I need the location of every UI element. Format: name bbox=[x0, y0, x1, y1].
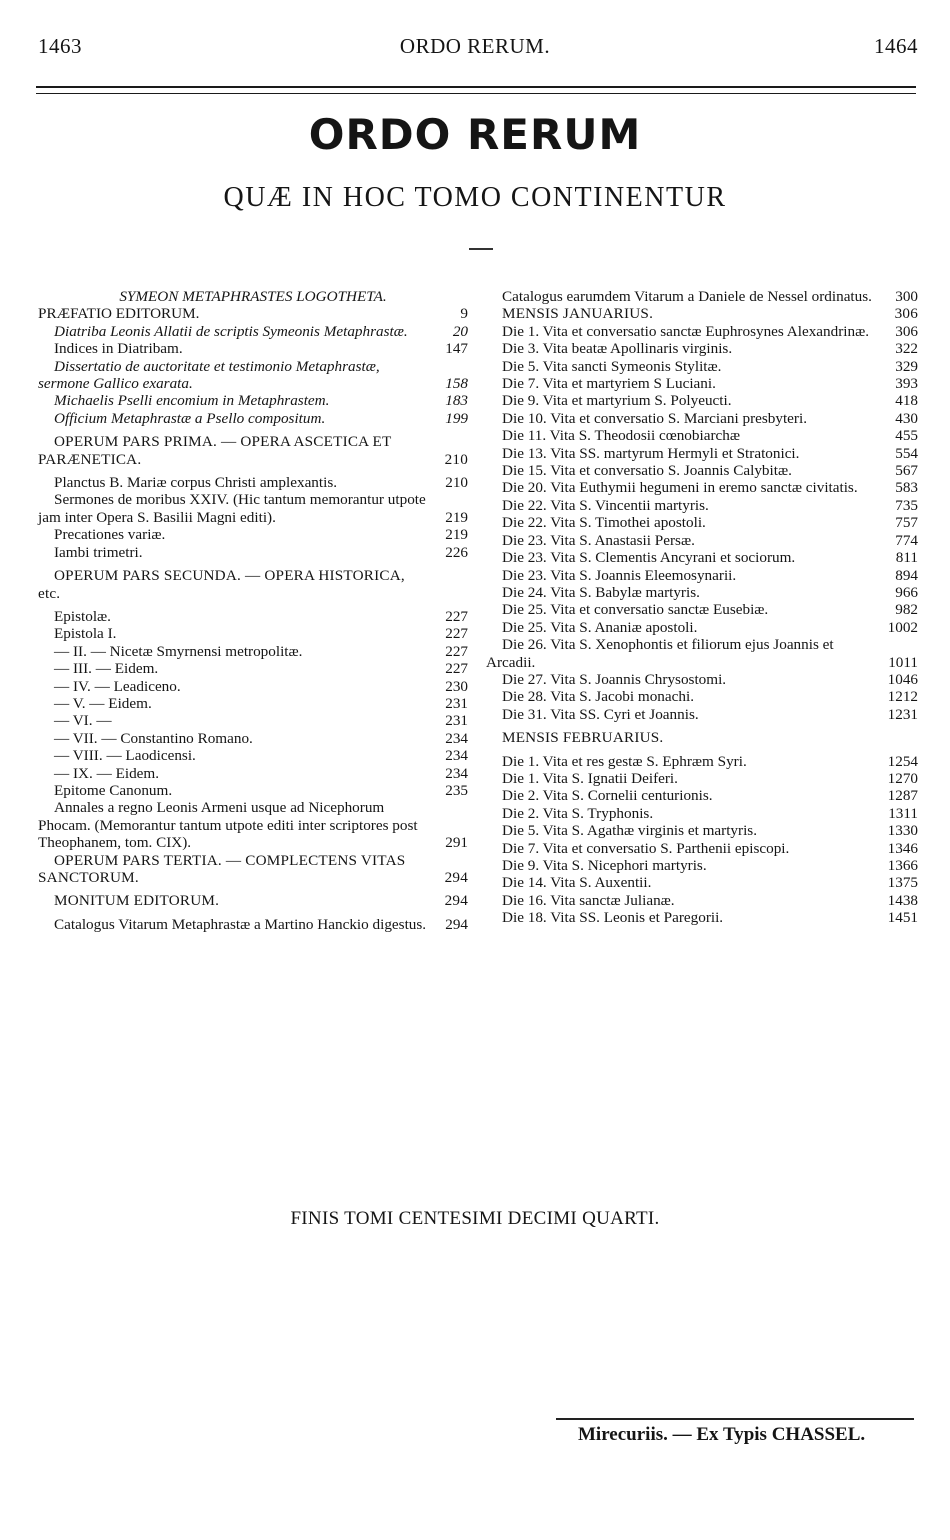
list-item: Die 1. Vita S. Ignatii Deiferi. 1270 bbox=[502, 769, 918, 787]
section-heading: OPERUM PARS SECUNDA. — OPERA HISTORICA, etc. bbox=[38, 567, 405, 602]
page-ref: 199 bbox=[445, 409, 468, 427]
page-ref: 583 bbox=[895, 479, 918, 497]
list-item: — III. — Eidem. 227 bbox=[54, 660, 468, 678]
page-ref: 1046 bbox=[887, 670, 918, 688]
list-item: Die 7. Vita et martyriem S Luciani. 393 bbox=[502, 375, 918, 393]
page-ref: 300 bbox=[895, 288, 918, 305]
list-item: Epistolæ. 227 bbox=[54, 607, 468, 625]
list-item: Indices in Diatribam. 147 bbox=[54, 340, 468, 358]
page-ref: 227 bbox=[445, 625, 468, 643]
page-ref: 1366 bbox=[887, 857, 918, 874]
author-heading: SYMEON METAPHRASTES LOGOTHETA. bbox=[119, 288, 387, 305]
section-heading: OPERUM PARS PRIMA. — OPERA ASCETICA ET PARÆNETICA. 210 bbox=[38, 433, 468, 468]
page-ref: 1270 bbox=[887, 769, 918, 787]
page-ref: 811 bbox=[895, 549, 918, 567]
page-ref: 227 bbox=[445, 607, 468, 625]
page-ref: 894 bbox=[895, 566, 918, 584]
page-ref: 554 bbox=[895, 444, 918, 462]
page-ref: 234 bbox=[445, 729, 468, 747]
page-ref: 1011 bbox=[888, 653, 918, 671]
list-item: Dissertatio de auctoritate et testimonio Metaphrastæ, sermone Gallico exarata. 158 bbox=[38, 357, 468, 393]
list-item: — VI. — 231 bbox=[54, 712, 468, 730]
list-item: — VIII. — Laodicensi. 234 bbox=[54, 747, 468, 765]
page-ref: 735 bbox=[895, 496, 918, 514]
page-ref: 219 bbox=[445, 508, 468, 526]
list-item: Die 10. Vita et conversatio S. Marciani presbyteri. 430 bbox=[502, 409, 918, 427]
page-ref: 322 bbox=[895, 340, 918, 358]
list-item: Die 11. Vita S. Theodosii cœnobiarchæ 455 bbox=[502, 427, 918, 445]
list-item: Die 16. Vita sanctæ Julianæ. 1438 bbox=[502, 891, 918, 909]
page-ref: 1212 bbox=[887, 688, 918, 706]
list-item: Sermones de moribus XXIV. (Hic tantum memorantur utpote jam inter Opera S. Basilii Magni editi). 219 bbox=[38, 491, 468, 526]
list-item: Die 5. Vita S. Agathæ virginis et martyris. 1330 bbox=[502, 822, 918, 840]
list-item: Die 23. Vita S. Anastasii Persæ. 774 bbox=[502, 531, 918, 549]
page-ref: 20 bbox=[452, 322, 468, 340]
page-ref: 210 bbox=[444, 450, 468, 468]
list-item: — IV. — Leadiceno. 230 bbox=[54, 677, 468, 695]
page-ref: 1287 bbox=[887, 787, 918, 805]
list-item: Die 25. Vita et conversatio sanctæ Eusebiæ. 982 bbox=[502, 601, 918, 619]
list-item: Die 22. Vita S. Vincentii martyris. 735 bbox=[502, 496, 918, 514]
page-ref: 567 bbox=[895, 462, 918, 480]
list-item: — V. — Eidem. 231 bbox=[54, 694, 468, 712]
header-rule bbox=[36, 86, 916, 88]
running-header bbox=[0, 34, 950, 58]
section-heading: MONITUM EDITORUM. 294 bbox=[54, 892, 468, 910]
page-ref: 455 bbox=[895, 427, 918, 445]
page-ref: 1346 bbox=[887, 839, 918, 857]
printer-imprint: Mirecuriis. — Ex Typis CHASSEL. bbox=[578, 1424, 866, 1445]
page-ref: 306 bbox=[894, 305, 918, 323]
page-ref: 757 bbox=[895, 514, 918, 532]
list-item: Die 14. Vita S. Auxentii. 1375 bbox=[502, 874, 918, 892]
contents-left-column bbox=[38, 288, 468, 933]
page-ref: 393 bbox=[895, 375, 918, 393]
title-divider bbox=[469, 248, 493, 250]
list-item: — II. — Nicetæ Smyrnensi metropolitæ. 227 bbox=[54, 642, 468, 660]
list-item: Die 23. Vita S. Clementis Ancyrani et sociorum. 811 bbox=[502, 549, 918, 567]
page-ref: 1330 bbox=[887, 822, 918, 840]
page-ref: 230 bbox=[445, 677, 468, 695]
page-ref: 147 bbox=[445, 340, 468, 358]
page-ref: 329 bbox=[895, 357, 918, 375]
list-item: Die 15. Vita et conversatio S. Joannis Calybitæ. 567 bbox=[502, 462, 918, 480]
page-ref: 982 bbox=[895, 601, 918, 619]
list-item: Die 9. Vita S. Nicephori martyris. 1366 bbox=[502, 857, 918, 874]
list-item: Annales a regno Leonis Armeni usque ad Nicephorum Phocam. (Memorantur tantum utpote editi inter scriptores post Theophanem, tom. CIX). 291 bbox=[38, 799, 468, 852]
list-item: Die 3. Vita beatæ Apollinaris virginis. 322 bbox=[502, 340, 918, 358]
list-item: Die 28. Vita S. Jacobi monachi. 1212 bbox=[502, 688, 918, 706]
list-item: Diatriba Leonis Allatii de scriptis Symeonis Metaphrastæ. 20 bbox=[54, 322, 468, 340]
page-number-left: 1463 bbox=[38, 34, 82, 58]
list-item: Die 26. Vita S. Xenophontis et filiorum ejus Joannis et Arcadii. 1011 bbox=[486, 636, 918, 671]
page-ref: 306 bbox=[895, 322, 918, 340]
page-ref: 294 bbox=[444, 892, 468, 910]
list-item: Officium Metaphrastæ a Psello compositum. 199 bbox=[54, 409, 468, 427]
page-ref: 294 bbox=[444, 869, 468, 886]
page-subtitle: QUÆ IN HOC TOMO CONTINENTUR bbox=[223, 182, 727, 213]
page-ref: 1438 bbox=[887, 891, 918, 909]
page-ref: 227 bbox=[445, 642, 468, 660]
page-ref: 183 bbox=[445, 392, 468, 410]
list-item: Die 13. Vita SS. martyrum Hermyli et Stratonici. 554 bbox=[502, 444, 918, 462]
list-item: Epitome Canonum. 235 bbox=[54, 781, 468, 799]
month-heading: MENSIS FEBRUARIUS. bbox=[502, 729, 664, 747]
page-number-right: 1464 bbox=[874, 34, 918, 58]
page-ref: 1231 bbox=[887, 705, 918, 723]
list-item: Epistola I. 227 bbox=[54, 625, 468, 643]
list-item: Precationes variæ. 219 bbox=[54, 526, 468, 544]
list-item: Die 22. Vita S. Timothei apostoli. 757 bbox=[502, 514, 918, 532]
list-item: PRÆFATIO EDITORUM. 9 bbox=[38, 305, 468, 323]
page-ref: 430 bbox=[895, 409, 918, 427]
list-item: Die 27. Vita S. Joannis Chrysostomi. 1046 bbox=[502, 670, 918, 688]
page-ref: 774 bbox=[895, 531, 918, 549]
list-item: Die 24. Vita S. Babylæ martyris. 966 bbox=[502, 583, 918, 601]
list-item: Die 1. Vita et res gestæ S. Ephræm Syri. 1254 bbox=[502, 752, 918, 770]
page-ref: 234 bbox=[445, 747, 468, 765]
page-ref: 234 bbox=[445, 764, 468, 782]
page-ref: 158 bbox=[445, 375, 468, 393]
page-ref: 291 bbox=[445, 834, 468, 852]
page-ref: 231 bbox=[445, 712, 468, 730]
list-item: Die 2. Vita S. Cornelii centurionis. 1287 bbox=[502, 787, 918, 805]
page-title: ORDO RERUM bbox=[308, 110, 642, 159]
list-item: Catalogus earumdem Vitarum a Daniele de Nessel ordinatus. 300 bbox=[502, 288, 918, 305]
list-item: Michaelis Pselli encomium in Metaphrastem. 183 bbox=[54, 392, 468, 410]
page-ref: 219 bbox=[445, 526, 468, 544]
list-item: Die 31. Vita SS. Cyri et Joannis. 1231 bbox=[502, 705, 918, 723]
page-ref: 1375 bbox=[887, 874, 918, 892]
contents-right-column bbox=[486, 288, 918, 927]
page-ref: 227 bbox=[445, 660, 468, 678]
page-ref: 966 bbox=[895, 583, 918, 601]
list-item: Die 5. Vita sancti Symeonis Stylitæ. 329 bbox=[502, 357, 918, 375]
list-item: Catalogus Vitarum Metaphrastæ a Martino Hanckio digestus. 294 bbox=[54, 915, 468, 933]
page-ref: 1002 bbox=[887, 618, 918, 636]
header-rule-thin bbox=[36, 93, 916, 94]
list-item: Die 9. Vita et martyrium S. Polyeucti. 418 bbox=[502, 392, 918, 410]
section-heading: OPERUM PARS TERTIA. — COMPLECTENS VITAS SANCTORUM. 294 bbox=[38, 851, 468, 886]
list-item: Die 25. Vita S. Ananiæ apostoli. 1002 bbox=[502, 618, 918, 636]
page-ref: 418 bbox=[895, 392, 918, 410]
page-ref: 231 bbox=[445, 694, 468, 712]
list-item: Planctus B. Mariæ corpus Christi amplexantis. 210 bbox=[54, 474, 468, 492]
page-ref: 1451 bbox=[887, 909, 918, 927]
list-item: — VII. — Constantino Romano. 234 bbox=[54, 729, 468, 747]
page-ref: 235 bbox=[445, 781, 468, 799]
month-heading: MENSIS JANUARIUS. 306 bbox=[502, 305, 918, 323]
page-ref: 1254 bbox=[887, 752, 918, 770]
page-ref: 294 bbox=[445, 915, 468, 933]
page-ref: 210 bbox=[445, 474, 468, 492]
list-item: Iambi trimetri. 226 bbox=[54, 543, 468, 561]
list-item: Die 7. Vita et conversatio S. Parthenii episcopi. 1346 bbox=[502, 839, 918, 857]
list-item: Die 2. Vita S. Tryphonis. 1311 bbox=[502, 804, 918, 822]
list-item: Die 18. Vita SS. Leonis et Paregorii. 1451 bbox=[502, 909, 918, 927]
finis-line: FINIS TOMI CENTESIMI DECIMI QUARTI. bbox=[290, 1208, 660, 1229]
page-ref: 1311 bbox=[888, 804, 918, 822]
list-item: Die 23. Vita S. Joannis Eleemosynarii. 894 bbox=[502, 566, 918, 584]
list-item: Die 20. Vita Euthymii hegumeni in eremo sanctæ civitatis. 583 bbox=[502, 479, 918, 497]
running-title: ORDO RERUM. bbox=[399, 34, 551, 58]
list-item: — IX. — Eidem. 234 bbox=[54, 764, 468, 782]
page-ref: 9 bbox=[460, 305, 468, 323]
list-item: Die 1. Vita et conversatio sanctæ Euphrosynes Alexandrinæ. 306 bbox=[502, 322, 918, 340]
page-ref: 226 bbox=[445, 543, 468, 561]
imprint-rule bbox=[556, 1418, 914, 1420]
